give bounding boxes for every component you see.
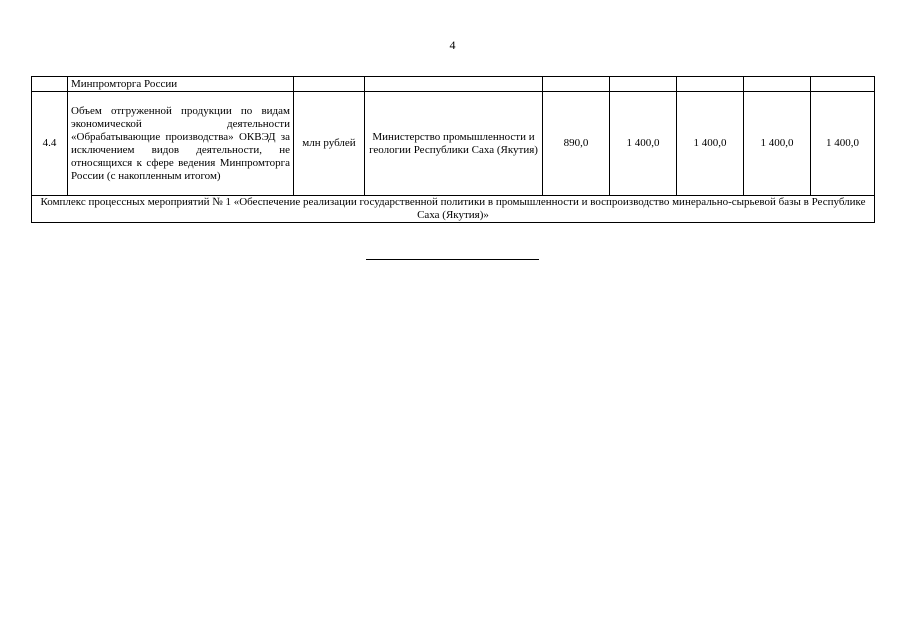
cell-indicator-name: Объем отгруженной продукции по видам экономической деятельности «Обрабатывающие производства» ОКВЭД за исключением видов деятельности, не относящихся к сфере ведения Минпромторга России (с накопленным итогом) <box>68 92 294 196</box>
cell-value <box>610 77 677 92</box>
cell-complex-title: Комплекс процессных мероприятий № 1 «Обеспечение реализации государственной политики в промышленности и воспроизводство минерально-сырьевой базы в Республике Саха (Якутия)» <box>32 196 875 223</box>
cell-responsible <box>365 77 543 92</box>
cell-value: 1 400,0 <box>811 92 875 196</box>
end-divider <box>366 259 539 260</box>
table-row-continued <box>32 77 875 92</box>
cell-number: 4.4 <box>32 92 68 196</box>
cell-value <box>677 77 744 92</box>
cell-responsible: Министерство промышленности и геологии Республики Саха (Якутия) <box>365 92 543 196</box>
cell-value <box>543 77 610 92</box>
indicators-table <box>31 76 875 223</box>
cell-value: 1 400,0 <box>744 92 811 196</box>
table-row-complex <box>32 196 875 223</box>
cell-number <box>32 77 68 92</box>
page-number: 4 <box>449 38 456 52</box>
cell-indicator-name: Минпромторга России <box>68 77 294 92</box>
cell-value <box>744 77 811 92</box>
cell-value: 890,0 <box>543 92 610 196</box>
cell-unit: млн рублей <box>294 92 365 196</box>
cell-unit <box>294 77 365 92</box>
table-row-indicator <box>32 92 875 196</box>
cell-value: 1 400,0 <box>677 92 744 196</box>
cell-value: 1 400,0 <box>610 92 677 196</box>
cell-value <box>811 77 875 92</box>
